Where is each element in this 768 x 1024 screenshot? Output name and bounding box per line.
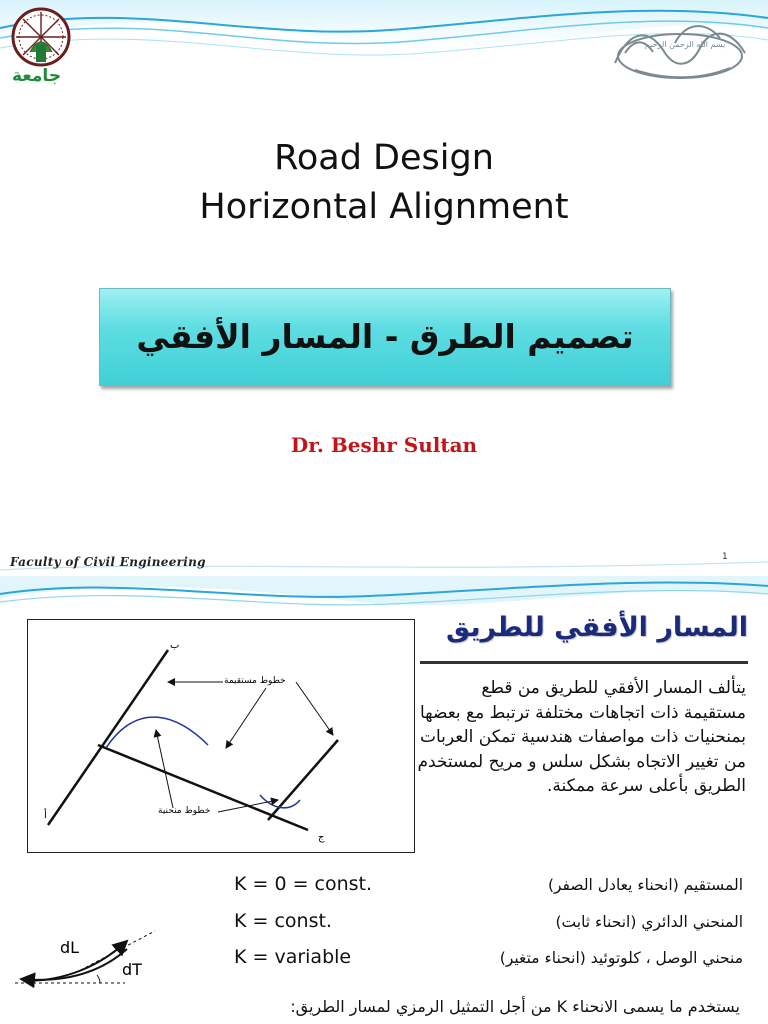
- alignment-diagram: [27, 619, 415, 853]
- k-formula-3: K = variable: [234, 946, 352, 968]
- label-dl: dL: [60, 938, 80, 957]
- label-curved-lines: خطوط منحنية: [158, 806, 211, 816]
- heading-divider: [420, 661, 748, 664]
- slide2-heading: المسار الأفقي للطريق: [446, 612, 748, 643]
- page-number: 1: [722, 552, 728, 562]
- title-line-1: Road Design: [274, 138, 494, 178]
- k-arabic-1: المستقيم (انحناء يعادل الصفر): [547, 876, 743, 894]
- k-formula-2: K = const.: [234, 910, 332, 932]
- title-line-2: Horizontal Alignment: [199, 187, 569, 227]
- footer-faculty: Faculty of Civil Engineering: [10, 555, 206, 569]
- curvature-small-diagram: [15, 921, 160, 991]
- point-label-b: ب: [170, 640, 180, 651]
- point-label-j: ج: [318, 832, 325, 843]
- bottom-line-text: يستخدم ما يسمى الانحناء K من أجل التمثيل الرمزي لمسار الطريق:: [290, 997, 740, 1016]
- calligraphy-text: بسم الله الرحمن الرحيم: [644, 40, 726, 49]
- point-label-a: أ: [44, 810, 47, 821]
- author-name: Dr. Beshr Sultan: [290, 433, 478, 457]
- alignment-diagram-drawing: [28, 620, 414, 852]
- k-arabic-2: المنحني الدائري (انحناء ثابت): [555, 913, 743, 931]
- arabic-title-box: [99, 288, 671, 386]
- description-paragraph: يتألف المسار الأفقي للطريق من قطع مستقيمة ذات اتجاهات مختلفة ترتبط مع بعضها بمنحنيات ذات مواصفات هندسية تمكن العربات من تغيير الاتجاه بشكل سلس و مريح لمستخدم الطريق بأعلى سرعة ممكنة.: [417, 678, 746, 796]
- slide-2: [0, 576, 768, 1024]
- arabic-title: تصميم الطرق - المسار الأفقي: [136, 317, 634, 356]
- label-straight-lines: خطوط مستقيمة: [224, 676, 286, 686]
- k-formula-1: K = 0 = const.: [234, 873, 373, 895]
- label-dt: dT: [122, 960, 142, 979]
- k-arabic-3: منحني الوصل ، كلوتوئيد (انحناء متغير): [499, 949, 743, 967]
- logo-text: جامعة: [12, 66, 62, 86]
